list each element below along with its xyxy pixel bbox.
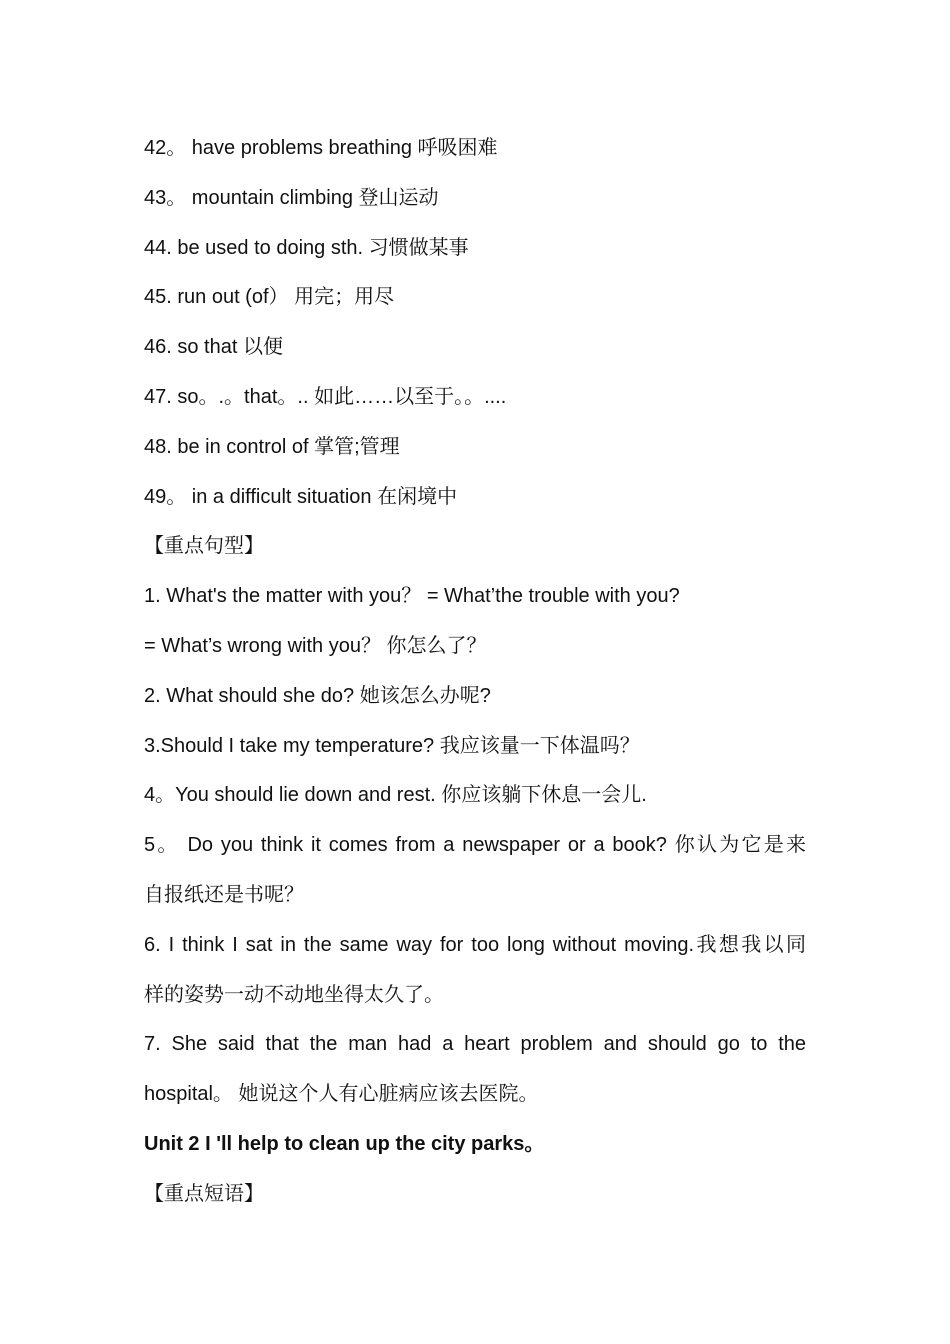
sentence-2: 2. What should she do? 她该怎么办呢? [144,684,491,707]
sentence-1-continued: = What’s wrong with you？ 你怎么了？ [144,634,487,657]
unit-title: Unit 2 I 'll help to clean up the city parks。 [144,1132,545,1155]
sentence-7-continued: hospital。 她说这个人有心脏病应该去医院。 [144,1083,539,1106]
phrase-42: 42。 have problems breathing 呼吸困难 [144,137,498,159]
sentence-3: 3.Should I take my temperature? 我应该量一下体温吗？ [144,734,640,757]
sentence-1: 1. What's the matter with you？ = What’the trouble with you? [144,585,680,608]
phrase-43: 43。 mountain climbing 登山运动 [144,186,439,209]
phrase-49: 49。 in a difficult situation 在闲境中 [144,485,458,508]
sentence-5-continued: 自报纸还是书呢？ [144,883,304,906]
sentence-7: 7. She said that the man had a heart problem and should go to the [144,1033,806,1056]
sentence-6: 6. I think I sat in the same way for too long without moving.我想我以同 [144,933,806,956]
section-heading-key-phrases: 【重点短语】 [144,1182,264,1205]
sentence-4: 4。You should lie down and rest. 你应该躺下休息一会儿. [144,784,647,807]
sentence-6-continued: 样的姿势一动不动地坐得太久了。 [144,983,444,1006]
sentence-5: 5。 Do you think it comes from a newspaper or a book? 你认为它是来 [144,834,806,857]
phrase-47: 47. so。.。that。.. 如此……以至于。。.... [144,385,507,408]
phrase-46: 46. so that 以便 [144,336,283,359]
document-body [144,124,806,1220]
phrase-44: 44. be used to doing sth. 习惯做某事 [144,236,469,259]
phrase-48: 48. be in control of 掌管;管理 [144,435,400,458]
section-heading-key-sentences: 【重点句型】 [144,535,264,558]
phrase-45: 45. run out (of） 用完；用尽 [144,286,395,309]
